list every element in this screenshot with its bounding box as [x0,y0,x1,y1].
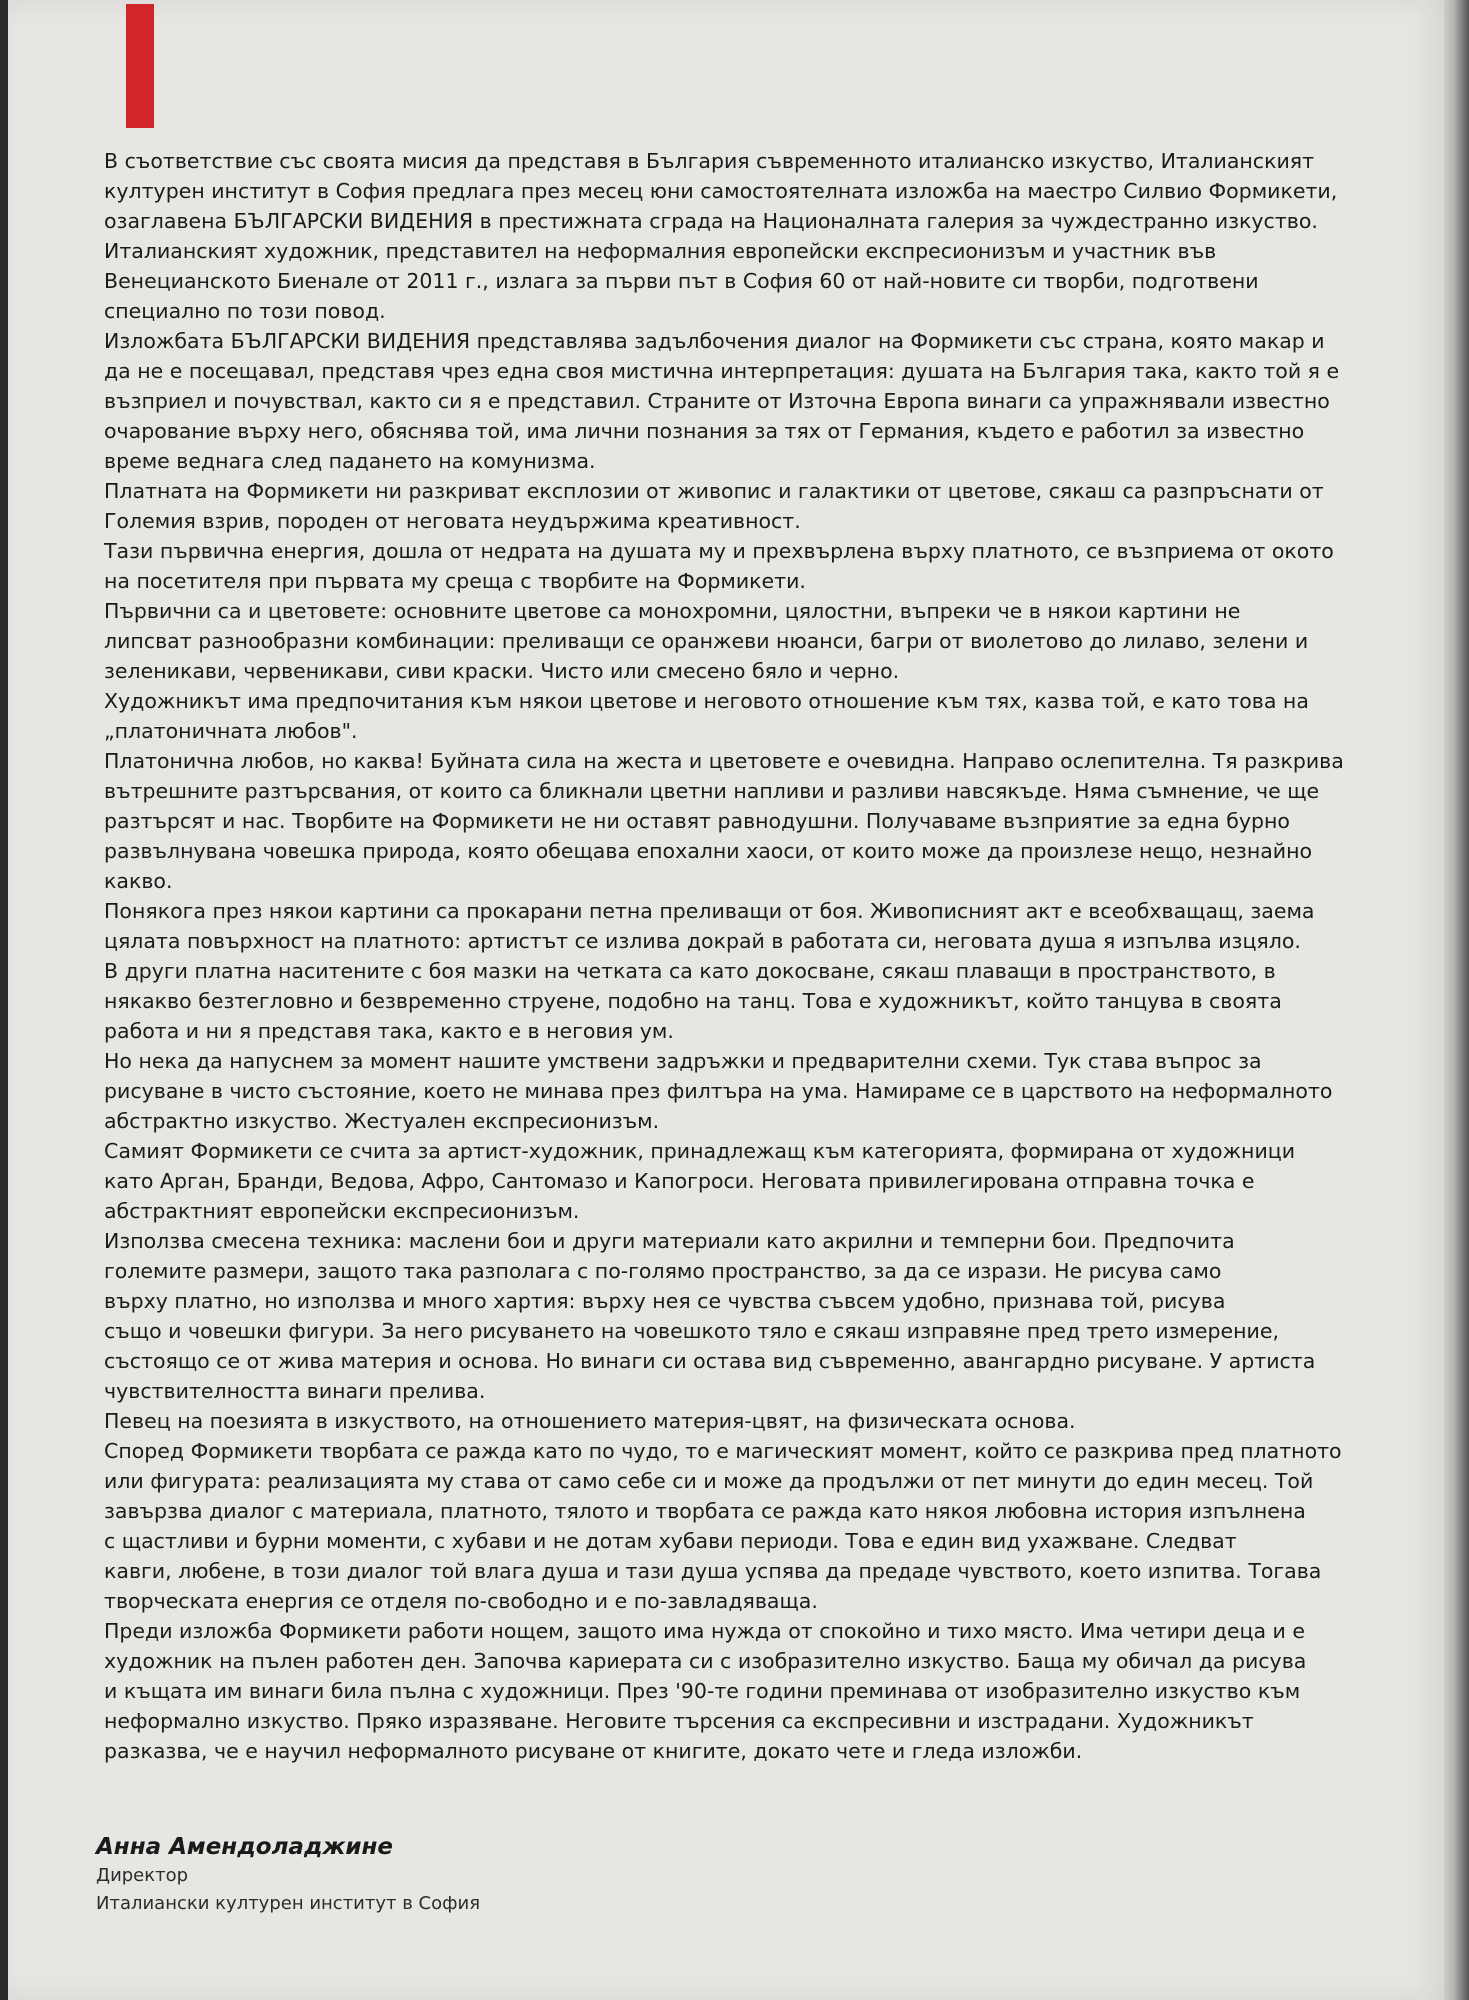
text-line: чувствителността винаги прелива. [104,1379,486,1403]
text-line: В други платна наситените с боя мазки на четката са като докосване, сякаш плаващи в пространството, в [104,959,1276,983]
text-line: да не е посещавал, представя чрез една своя мистична интерпретация: душата на България така, както той я е [104,359,1340,383]
text-line: Първични са и цветовете: основните цветове са монохромни, цялостни, въпреки че в някои картини не [104,599,1241,623]
text-line: липсват разнообразни комбинации: преливащи се оранжеви нюанси, багри от виолетово до лилаво, зелени и [104,629,1309,653]
text-line: Венецианското Биенале от 2011 г., излага за първи път в София 60 от най-новите си творби, подготвени [104,269,1259,293]
text-line: Художникът има предпочитания към някои цветове и неговото отношение към тях, казва той, е като това на [104,689,1309,713]
text-line: като Арган, Бранди, Ведова, Афро, Сантомазо и Капогроси. Неговата привилегирована отправна точка е [104,1169,1255,1193]
signature-role: Директор [96,1865,189,1886]
red-accent-bar [126,4,154,128]
text-line: Понякога през някои картини са прокарани петна преливащи от боя. Живописният акт е всеобхващащ, заема [104,899,1315,923]
text-line: или фигурата: реализацията му става от само себе си и може да продължи от пет минути до един месец. Той [104,1469,1314,1493]
text-line: специално по този повод. [104,299,386,323]
text-line: озаглавена БЪЛГАРСКИ ВИДЕНИЯ в престижната сграда на Националната галерия за чуждестранно изкуство. [104,209,1318,233]
text-line: и къщата им винаги била пълна с художници. През '90-те години преминава от изобразително изкуство към [104,1679,1301,1703]
signature-name: Анна Амендоладжине [96,1834,394,1860]
text-line: Но нека да напуснем за момент нашите умствени задръжки и предварителни схеми. Тук става въпрос за [104,1049,1262,1073]
text-line: възприел и почувствал, както си я е представил. Страните от Източна Европа винаги са упражнявали известно [104,389,1330,413]
text-line: на посетителя при първата му среща с творбите на Формикети. [104,569,806,593]
text-line: завързва диалог с материала, платното, тялото и творбата се ражда като някоя любовна история изпълнена [104,1499,1306,1523]
text-line: Платната на Формикети ни разкриват експлозии от живопис и галактики от цветове, сякаш са разпръснати от [104,479,1324,503]
text-line: очарование върху него, обяснява той, има лични познания за тях от Германия, където е работил за известно [104,419,1305,443]
text-line: също и човешки фигури. За него рисуването на човешкото тяло е сякаш изправяне пред трето измерение, [104,1319,1279,1343]
text-line: В съответствие със своята мисия да представя в България съвременното италианско изкуство, Италианският [104,149,1315,173]
text-line: абстрактно изкуство. Жестуален експресионизъм. [104,1109,660,1133]
text-line: развълнувана човешка природа, която обещава епохални хаоси, от които може да произлезе нещо, незнайно [104,839,1313,863]
text-line: вътрешните разтърсвания, от които са бликнали цветни напливи и разливи навсякъде. Няма съмнение, че ще [104,779,1320,803]
text-line: зеленикави, червеникави, сиви краски. Чисто или смесено бяло и черно. [104,659,900,683]
article-body [104,146,1344,1766]
page-edge-shadow [1444,0,1469,2000]
text-line: художник на пълен работен ден. Започва кариерата си с изобразително изкуство. Баща му обичал да рисува [104,1649,1307,1673]
text-line: състоящо се от жива материя и основа. Но винаги си остава вид съвременно, авангардно рисуване. У артиста [104,1349,1316,1373]
text-line: Използва смесена техника: маслени бои и други материали като акрилни и темперни бои. Предпочита [104,1229,1235,1253]
text-line: Платонична любов, но каква! Буйната сила на жеста и цветовете е очевидна. Направо ослепителна. Тя разкрива [104,749,1344,773]
text-line: рисуване в чисто състояние, което не минава през филтъра на ума. Намираме се в царството на неформалното [104,1079,1333,1103]
text-line: с щастливи и бурни моменти, с хубави и не дотам хубави периоди. Това е един вид ухажване. Следват [104,1529,1237,1553]
text-line: цялата повърхност на платното: артистът се излива докрай в работата си, неговата душа я изпълва изцяло. [104,929,1301,953]
signature-organization: Италиански културен институт в София [96,1893,481,1914]
text-line: върху платно, но използва и много хартия: върху нея се чувства съвсем удобно, признава той, рисува [104,1289,1226,1313]
text-line: Преди изложба Формикети работи нощем, защото има нужда от спокойно и тихо място. Има четири деца и е [104,1619,1306,1643]
text-line: Самият Формикети се счита за артист-художник, принадлежащ към категорията, формирана от художници [104,1139,1296,1163]
text-line: кавги, любене, в този диалог той влага душа и тази душа успява да предаде чувството, което изпитва. Тогава [104,1559,1322,1583]
document-page [8,0,1444,2000]
text-line: Италианският художник, представител на неформалния европейски експресионизъм и участник във [104,239,1217,263]
text-line: абстрактният европейски експресионизъм. [104,1199,580,1223]
text-line: какво. [104,869,173,893]
text-line: Певец на поезията в изкуството, на отношението материя-цвят, на физическата основа. [104,1409,1076,1433]
text-line: културен институт в София предлага през месец юни самостоятелната изложба на маестро Силвио Формикети, [104,179,1338,203]
signature-block [96,1832,480,1918]
text-line: някакво безтегловно и безвременно струене, подобно на танц. Това е художникът, който танцува в своята [104,989,1282,1013]
text-line: работа и ни я представя така, както е в неговия ум. [104,1019,674,1043]
text-line: Големия взрив, породен от неговата неудържима креативност. [104,509,801,533]
text-line: големите размери, защото така разполага с по-голямо пространство, за да се изрази. Не рисува само [104,1259,1222,1283]
text-line: време веднага след падането на комунизма. [104,449,596,473]
text-line: Според Формикети творбата се ражда като по чудо, то е магическият момент, който се разкрива пред платното [104,1439,1342,1463]
text-line: Изложбата БЪЛГАРСКИ ВИДЕНИЯ представлява задълбочения диалог на Формикети със страна, която макар и [104,329,1325,353]
text-line: Тази първична енергия, дошла от недрата на душата му и прехвърлена върху платното, се възприема от окото [104,539,1334,563]
text-line: „платоничната любов". [104,719,358,743]
text-line: неформално изкуство. Пряко изразяване. Неговите търсения са експресивни и изстрадани. Художникът [104,1709,1254,1733]
text-line: творческата енергия се отделя по-свободно и е по-завладяваща. [104,1589,818,1613]
text-line: разказва, че е научил неформалното рисуване от книгите, докато чете и гледа изложби. [104,1739,1083,1763]
text-line: разтърсят и нас. Творбите на Формикети не ни оставят равнодушни. Получаваме възприятие за една бурно [104,809,1290,833]
